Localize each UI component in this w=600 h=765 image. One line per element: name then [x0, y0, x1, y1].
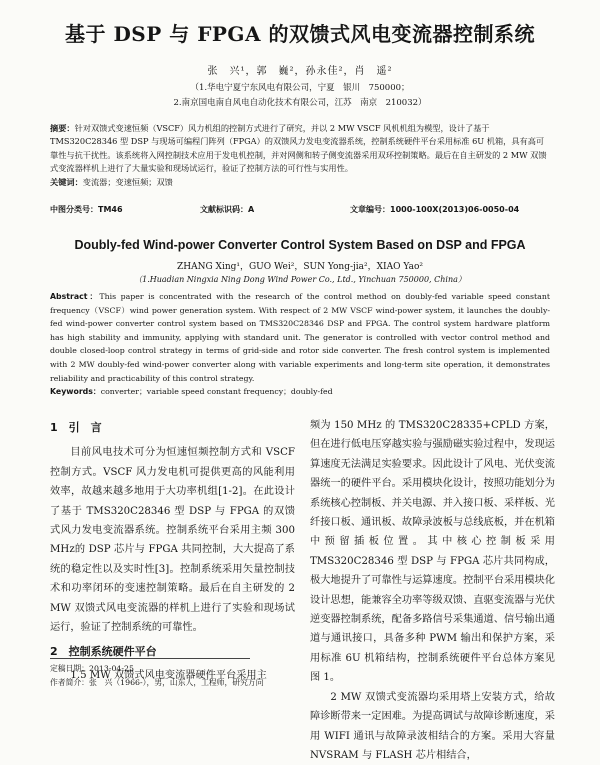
- abstract-cn: [50, 122, 550, 189]
- abstract-cn-label: 摘要：: [50, 123, 75, 133]
- keywords-cn-text: 变流器；变速恒频；双馈: [82, 176, 173, 187]
- section-2-heading: 2 控制系统硬件平台: [50, 645, 157, 659]
- article-number: 文章编号：1000-100X(2013)06-0050-04: [350, 205, 520, 214]
- paper-title-cn: 基于 DSP 与 FPGA 的双馈式风电变流器控制系统: [64, 22, 535, 46]
- paper-title-en: Doubly-fed Wind-power Converter Control System Based on DSP and FPGA: [74, 238, 526, 252]
- affiliation-cn-1: （1.华电宁夏宁东风电有限公司，宁夏 银川 750000；: [190, 83, 410, 93]
- clc-number: 中图分类号：TM46: [50, 205, 123, 214]
- document-code: 文献标识码：A: [200, 205, 255, 214]
- section-1-paragraph: 目前风电技术可分为恒速恒频控制方式和 VSCF控制方式。VSCF 风力发电机可提供更高的风能利用效率，故越来越多地用于大功率机组[1-2]。在此设计了基于 TMS320C28346 型 DSP 与 FPGA 的双馈式风力发电变流器系统。控制系统平台采用主频 300 MHz的 DSP 芯片与 FPGA 共同控制，大大提高了系统的稳定性以及实时性[3]。控制系统采用矢量控制技术和功率闭环的变速控制策略。最后在自主研发的 2 MW 双馈式风电变流器的样机上进行了实验和现场试运行，验证了控制系统的可靠性。: [50, 447, 295, 634]
- footnote-author-bio: 作者简介：张 兴（1966-），男，山东人，工程师，研究方向: [50, 678, 264, 687]
- right-paragraph-2: 2 MW 双馈式变流器均采用塔上安装方式，给故障诊断带来一定困难。为提高调试与故障诊断速度，采用 WIFI 通讯与故障录波相结合的方案。采用大容量 NVSRAM 与 FLASH 芯片相结合，: [310, 691, 555, 761]
- keywords-cn-label: 关键词：: [50, 176, 83, 187]
- section-1-heading: 1 引 言: [50, 421, 102, 434]
- section-2-paragraph: 1.5 MW 双馈式风电变流器硬件平台采用主: [70, 669, 267, 681]
- right-column: [310, 416, 555, 765]
- classification-row: [50, 204, 550, 215]
- affiliation-cn-2: 2.南京国电南自风电自动化技术有限公司，江苏 南京 210032）: [173, 98, 427, 108]
- abstract-en-text: This paper is concentrated with the research of the control method on doubly-fed variable speed constant frequency（VSCF）wind power generation system. With respect of 2 MW VSCF wind-power system, it launches the doubly-fed wind-power converter control system based on TMS320C28346 DSP and FPGA. The control system hardware platform has high stability and immunity, applying with standard unit. The generator is controlled with vector control method and double closed-loop control strategy in terms of grid-side and rotor side converter. The fresh control system is implemented with 2 MW doubly-fed wind-power converter along with variable experiments and long-term site operation, it demonstrates reliability and practicability of this control strategy.: [50, 292, 550, 383]
- footnote-received-date: 定稿日期：2013-04-25: [50, 664, 134, 673]
- keywords-en-text: converter；variable speed constant frequency；doubly-fed: [100, 387, 333, 397]
- abstract-en-label: Abstract：: [50, 292, 100, 301]
- keywords-en-label: Keywords：: [50, 387, 101, 397]
- authors-en: ZHANG Xing¹，GUO Wei²，SUN Yong-jia²，XIAO Yao²: [177, 262, 423, 272]
- authors-cn: 张 兴¹，郭 巍²，孙永佳²，肖 遥²: [207, 66, 393, 77]
- abstract-en: [50, 290, 550, 399]
- affiliation-en: （1.Huadian Ningxia Ning Dong Wind Power Co., Ltd., Yinchuan 750000, China）: [134, 275, 466, 284]
- abstract-cn-text: 针对双馈式变速恒频（VSCF）风力机组的控制方式进行了研究，并以 2 MW VSCF 风机机组为模型，设计了基于 TMS320C28346 型 DSP 与现场可编程门阵列（FPGA）的双馈风力发电变流器系统，控制系统硬件平台采用标准 6U 机箱，具有高可靠性与抗干扰性。该系统将入网控制技术应用于发电机控制，并对网侧和转子侧变流器采用双环控制策略。最后在自主研发的 2 MW 双馈式变流器样机上进行了大量实验和现场试运行，验证了控制方法的可行性与实用性。: [50, 123, 547, 174]
- footnote-divider: [50, 658, 250, 659]
- right-paragraph-1: 频为 150 MHz 的 TMS320C28335+CPLD 方案，但在进行低电压穿越实验与强励磁实验过程中，发现运算速度无法满足实验要求。因此设计了风电、光伏变流器统一的硬件平台。采用模块化设计，按照功能划分为系统核心控制板、并关电源、并入接口板、采样板、光纤接口板、通讯板、故障录波板与总线底板，并在机箱中预留插板位置。其中核心控制板采用 TMS320C28346 型 DSP 与 FPGA 芯片共同构成，极大地提升了可靠性与运算速度。控制平台采用模块化设计思想，能兼容全功率等级双馈、直驱变流器与光伏逆变器控制系统，配备多路信号采集通道、信号输出通道与通讯接口，具备多种 PWM 输出和保护方案，采用标准 6U 机箱结构，控制系统硬件平台总体方案见图 1。: [310, 420, 555, 684]
- left-column: [50, 418, 295, 685]
